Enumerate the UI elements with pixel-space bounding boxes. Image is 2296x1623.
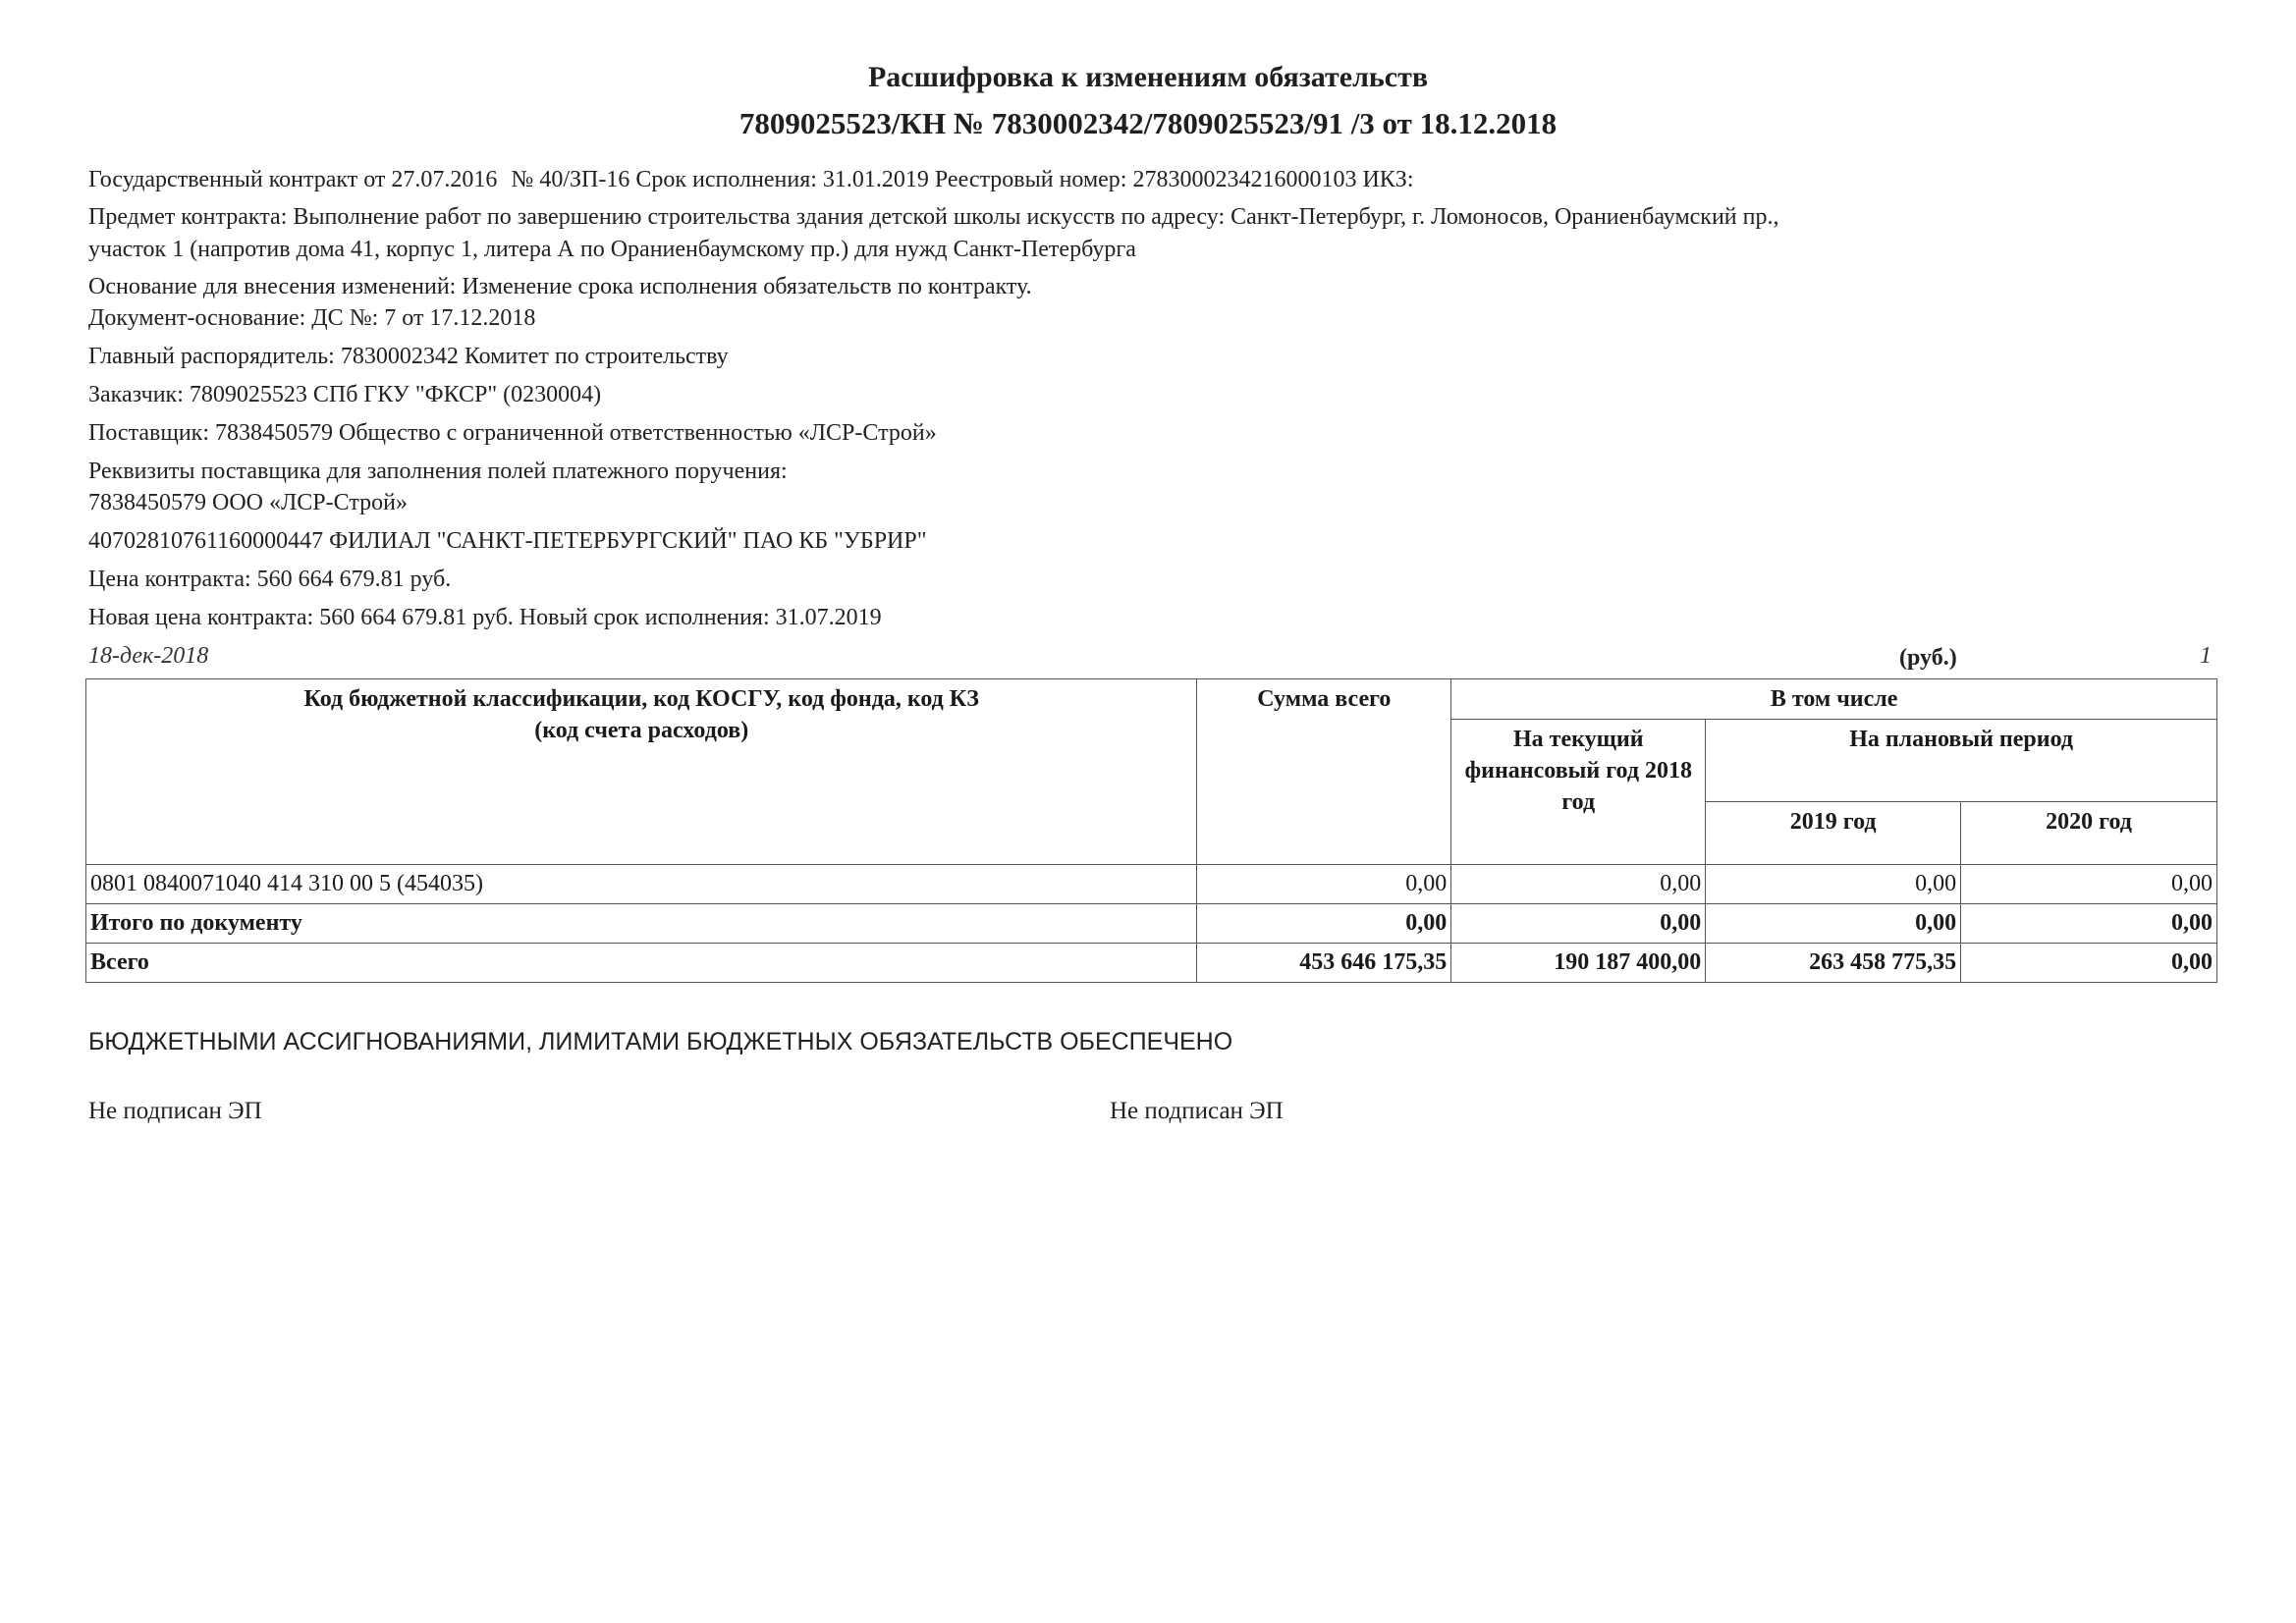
table-row [86,865,2217,904]
signature-right: Не подписан ЭП [1110,1098,1284,1124]
header-2019: 2019 год [1706,802,1961,865]
contract-number-terms: № 40/ЗП-16 Срок исполнения: 31.01.2019 Реестровый номер: 2783000234216000103 ИКЗ: [511,167,1414,192]
contract-price: Цена контракта: 560 664 679.81 руб. [88,567,452,592]
budget-statement: БЮДЖЕТНЫМИ АССИГНОВАНИЯМИ, ЛИМИТАМИ БЮДЖЕТНЫХ ОБЯЗАТЕЛЬСТВ ОБЕСПЕЧЕНО [88,1028,1233,1055]
header-2020: 2020 год [1961,802,2217,865]
document-number: 7809025523/КН № 7830002342/7809025523/91 /3 от 18.12.2018 [738,106,1558,140]
row-2020: 0,00 [1961,904,2217,944]
row-current: 0,00 [1451,865,1706,904]
row-2019: 0,00 [1706,865,1961,904]
row-current: 190 187 400,00 [1451,944,1706,983]
contract-subject-line1: Предмет контракта: Выполнение работ по завершению строительства здания детской школы искусств по адресу: Санкт-Петербург, г. Ломоносов, Ораниенбаумский пр., [88,204,1779,230]
row-2019: 0,00 [1706,904,1961,944]
change-basis: Основание для внесения изменений: Изменение срока исполнения обязательств по контракту. [88,274,1032,299]
obligations-table [85,678,2217,983]
row-2019: 263 458 775,35 [1706,944,1961,983]
row-total: 453 646 175,35 [1197,944,1451,983]
customer: Заказчик: 7809025523 СПб ГКУ "ФКСР" (0230004) [88,382,602,407]
header-current-year: На текущий финансовый год 2018 год [1451,720,1706,865]
row-2020: 0,00 [1961,865,2217,904]
header-code-subtitle: (код счета расходов) [534,718,749,743]
contract-date: Государственный контракт от 27.07.2016 [88,167,498,192]
new-contract-price: Новая цена контракта: 560 664 679.81 руб. Новый срок исполнения: 31.07.2019 [88,605,882,630]
row-total: 0,00 [1197,904,1451,944]
header-code [86,679,1197,865]
row-code: Всего [86,944,1197,983]
payment-details-account: 40702810761160000447 ФИЛИАЛ "САНКТ-ПЕТЕРБУРГСКИЙ" ПАО КБ "УБРИР" [88,528,927,554]
contract-line [88,167,1414,193]
signature-left: Не подписан ЭП [88,1098,262,1124]
row-code: Итого по документу [86,904,1197,944]
supplier: Поставщик: 7838450579 Общество с ограниченной ответственностью «ЛСР-Строй» [88,420,937,446]
header-total: Сумма всего [1197,679,1451,865]
page-number: 1 [2200,643,2212,669]
document-date: 18-дек-2018 [88,643,209,669]
row-2020: 0,00 [1961,944,2217,983]
header-including: В том числе [1451,679,2217,720]
table-row-grand-total [86,944,2217,983]
row-code: 0801 0840071040 414 310 00 5 (454035) [86,865,1197,904]
currency-unit: (руб.) [1899,645,1957,671]
table-row-document-total [86,904,2217,944]
basis-document: Документ-основание: ДС №: 7 от 17.12.2018 [88,305,536,331]
main-manager: Главный распорядитель: 7830002342 Комитет по строительству [88,344,729,369]
payment-details-inn: 7838450579 ООО «ЛСР-Строй» [88,490,408,515]
row-total: 0,00 [1197,865,1451,904]
payment-details-header: Реквизиты поставщика для заполнения полей платежного поручения: [88,459,788,484]
contract-subject-line2: участок 1 (напротив дома 41, корпус 1, литера А по Ораниенбаумскому пр.) для нужд Санкт-Петербурга [88,237,1136,262]
document-title: Расшифровка к изменениям обязательств [867,61,1429,93]
header-code-title: Код бюджетной классификации, код КОСГУ, код фонда, код КЗ [303,686,979,712]
row-current: 0,00 [1451,904,1706,944]
header-planned-period: На плановый период [1706,720,2217,802]
